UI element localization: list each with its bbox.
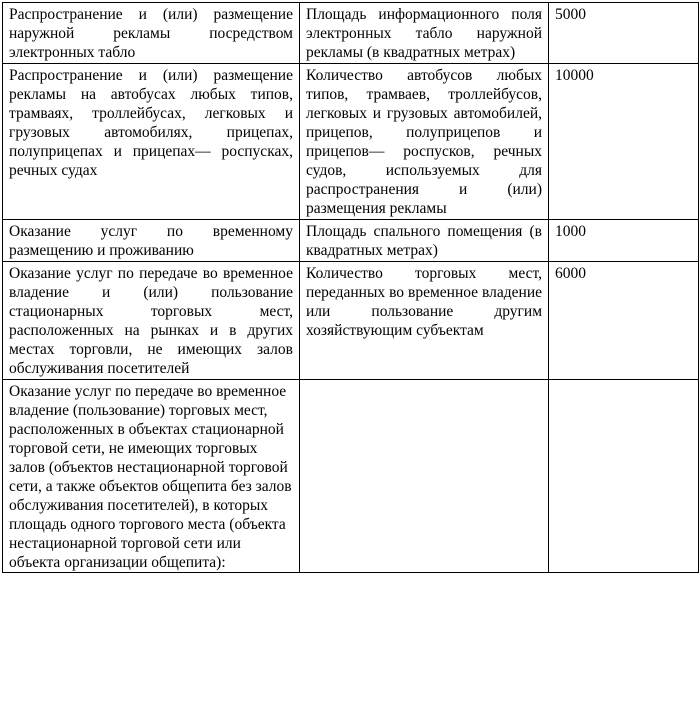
- value-cell: [549, 380, 699, 573]
- indicator-cell: Количество торговых мест, переданных во временное владение или пользование другим хозяйствующим субъектам: [300, 262, 549, 380]
- activity-cell: Оказание услуг по передаче во временное владение и (или) пользование стационарных торговых мест, расположенных на рынках и в других местах торговли, не имеющих залов обслуживания посетителей: [3, 262, 300, 380]
- activity-cell: Оказание услуг по временному размещению и проживанию: [3, 220, 300, 262]
- activity-cell: Распространение и (или) размещение рекламы на автобусах любых типов, трамваях, троллейбусах, легковых и грузовых автомобилях, прицепах, полуприцепах и прицепах— роспусках, речных судах: [3, 64, 300, 220]
- value-cell: 1000: [549, 220, 699, 262]
- indicator-cell: Площадь информационного поля электронных табло наружной рекламы (в квадратных метрах): [300, 3, 549, 64]
- value-cell: 10000: [549, 64, 699, 220]
- activity-cell: Распространение и (или) размещение наружной рекламы посредством электронных табло: [3, 3, 300, 64]
- indicator-cell: [300, 380, 549, 573]
- indicator-cell: Площадь спального помещения (в квадратных метрах): [300, 220, 549, 262]
- table-row: [3, 220, 699, 262]
- table-row: [3, 262, 699, 380]
- table-row: [3, 64, 699, 220]
- value-cell: 6000: [549, 262, 699, 380]
- tax-rates-table: [2, 2, 699, 573]
- table-row: [3, 380, 699, 573]
- indicator-cell: Количество автобусов любых типов, трамваев, троллейбусов, легковых и грузовых автомобилей, прицепов, полуприцепов и прицепов— роспусков, речных судов, используемых для распространения и (или) размещения рекламы: [300, 64, 549, 220]
- table-row: [3, 3, 699, 64]
- activity-cell: Оказание услуг по передаче во временное владение (пользование) торговых мест, расположенных в объектах стационарной торговой сети, не имеющих торговых залов (объектов нестационарной торговой сети, а также объектов общепита без залов обслуживания посетителей), в которых площадь одного торгового места (объекта нестационарной торговой сети или объекта организации общепита):: [3, 380, 300, 573]
- value-cell: 5000: [549, 3, 699, 64]
